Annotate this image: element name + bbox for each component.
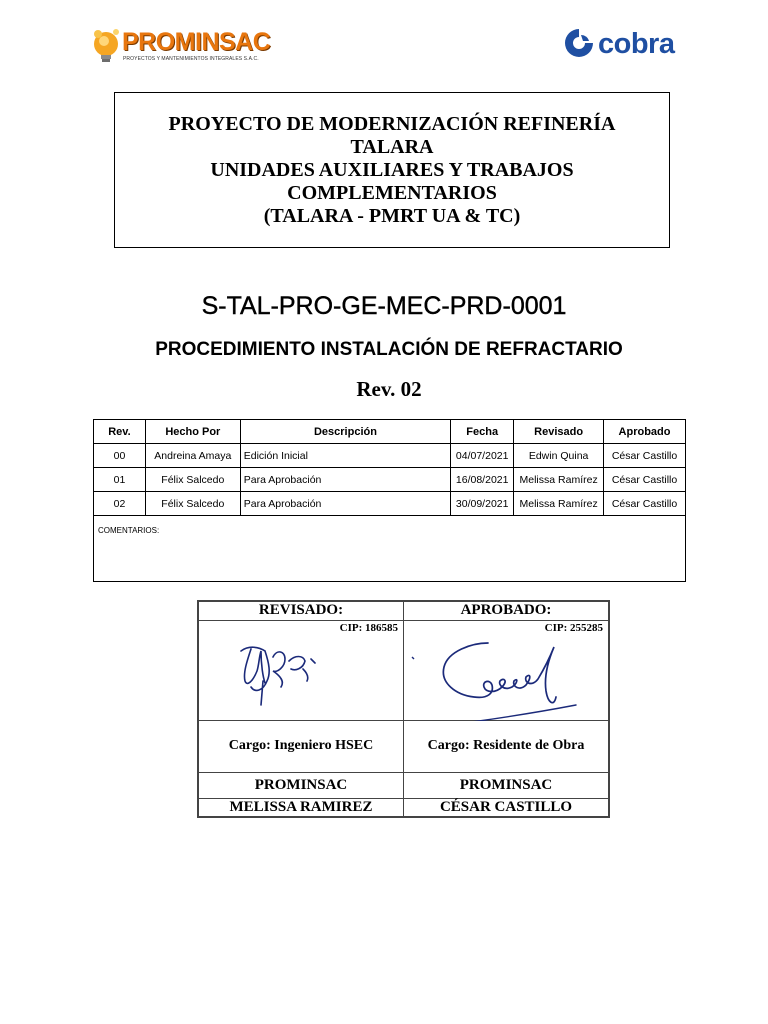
cell-revisado: Edwin Quina bbox=[514, 444, 604, 468]
cobra-emblem-icon bbox=[562, 26, 596, 60]
document-revision: Rev. 02 bbox=[356, 377, 422, 401]
project-title-line: COMPLEMENTARIOS bbox=[287, 181, 497, 204]
prominsac-logo bbox=[92, 24, 271, 70]
project-title-line: PROYECTO DE MODERNIZACIÓN REFINERÍA bbox=[168, 112, 616, 135]
table-row bbox=[94, 468, 686, 492]
cell-fecha: 30/09/2021 bbox=[451, 492, 514, 516]
approved-name: CÉSAR CASTILLO bbox=[404, 798, 610, 817]
cell-rev: 01 bbox=[94, 468, 146, 492]
approver-signature-icon bbox=[404, 621, 609, 721]
reviewed-signature-cell bbox=[198, 620, 404, 720]
approved-cip: CIP: 255285 bbox=[544, 621, 603, 634]
prominsac-tagline: PROYECTOS Y MANTENIMIENTOS INTEGRALES S.A.C. bbox=[123, 56, 259, 62]
cell-aprobado: César Castillo bbox=[604, 492, 686, 516]
project-title-line: TALARA bbox=[350, 135, 434, 158]
prominsac-brand: PROMINSAC bbox=[122, 28, 271, 56]
approved-header: APROBADO: bbox=[404, 601, 610, 620]
cell-aprobado: César Castillo bbox=[604, 468, 686, 492]
cobra-brand: cobra bbox=[598, 28, 675, 60]
comments-row bbox=[94, 516, 686, 582]
reviewer-signature-icon bbox=[199, 621, 404, 721]
project-title-line: UNIDADES AUXILIARES Y TRABAJOS bbox=[210, 158, 574, 181]
column-header-rev: Rev. bbox=[94, 420, 146, 444]
signature-table bbox=[197, 600, 610, 818]
cell-rev: 02 bbox=[94, 492, 146, 516]
approved-signature-cell bbox=[404, 620, 610, 720]
cell-descripcion: Para Aprobación bbox=[240, 468, 450, 492]
reviewed-cip: CIP: 186585 bbox=[339, 621, 398, 634]
reviewed-company: PROMINSAC bbox=[198, 772, 404, 798]
reviewed-header: REVISADO: bbox=[198, 601, 404, 620]
revision-table bbox=[93, 419, 686, 582]
cell-fecha: 16/08/2021 bbox=[451, 468, 514, 492]
column-header-revisado: Revisado bbox=[514, 420, 604, 444]
cell-descripcion: Edición Inicial bbox=[240, 444, 450, 468]
table-row bbox=[94, 492, 686, 516]
cobra-logo bbox=[562, 26, 680, 64]
approved-cargo: Cargo: Residente de Obra bbox=[404, 720, 610, 772]
cell-hecho-por: Félix Salcedo bbox=[145, 468, 240, 492]
project-title-line: (TALARA - PMRT UA & TC) bbox=[263, 204, 521, 227]
revision-table-header bbox=[94, 420, 686, 444]
reviewed-name: MELISSA RAMIREZ bbox=[198, 798, 404, 817]
cell-hecho-por: Andreina Amaya bbox=[145, 444, 240, 468]
comments-cell: COMENTARIOS: bbox=[94, 516, 686, 582]
cell-aprobado: César Castillo bbox=[604, 444, 686, 468]
column-header-descripcion: Descripción bbox=[240, 420, 450, 444]
document-name: PROCEDIMIENTO INSTALACIÓN DE REFRACTARIO bbox=[155, 339, 623, 360]
lightbulb-icon bbox=[92, 24, 126, 68]
cell-revisado: Melissa Ramírez bbox=[514, 468, 604, 492]
column-header-aprobado: Aprobado bbox=[604, 420, 686, 444]
project-title-box bbox=[114, 92, 670, 248]
reviewed-cargo: Cargo: Ingeniero HSEC bbox=[198, 720, 404, 772]
column-header-fecha: Fecha bbox=[451, 420, 514, 444]
cell-hecho-por: Félix Salcedo bbox=[145, 492, 240, 516]
cell-fecha: 04/07/2021 bbox=[451, 444, 514, 468]
cell-descripcion: Para Aprobación bbox=[240, 492, 450, 516]
cell-revisado: Melissa Ramírez bbox=[514, 492, 604, 516]
document-code: S-TAL-PRO-GE-MEC-PRD-0001 bbox=[201, 292, 567, 320]
table-row bbox=[94, 444, 686, 468]
cell-rev: 00 bbox=[94, 444, 146, 468]
column-header-hecho-por: Hecho Por bbox=[145, 420, 240, 444]
approved-company: PROMINSAC bbox=[404, 772, 610, 798]
